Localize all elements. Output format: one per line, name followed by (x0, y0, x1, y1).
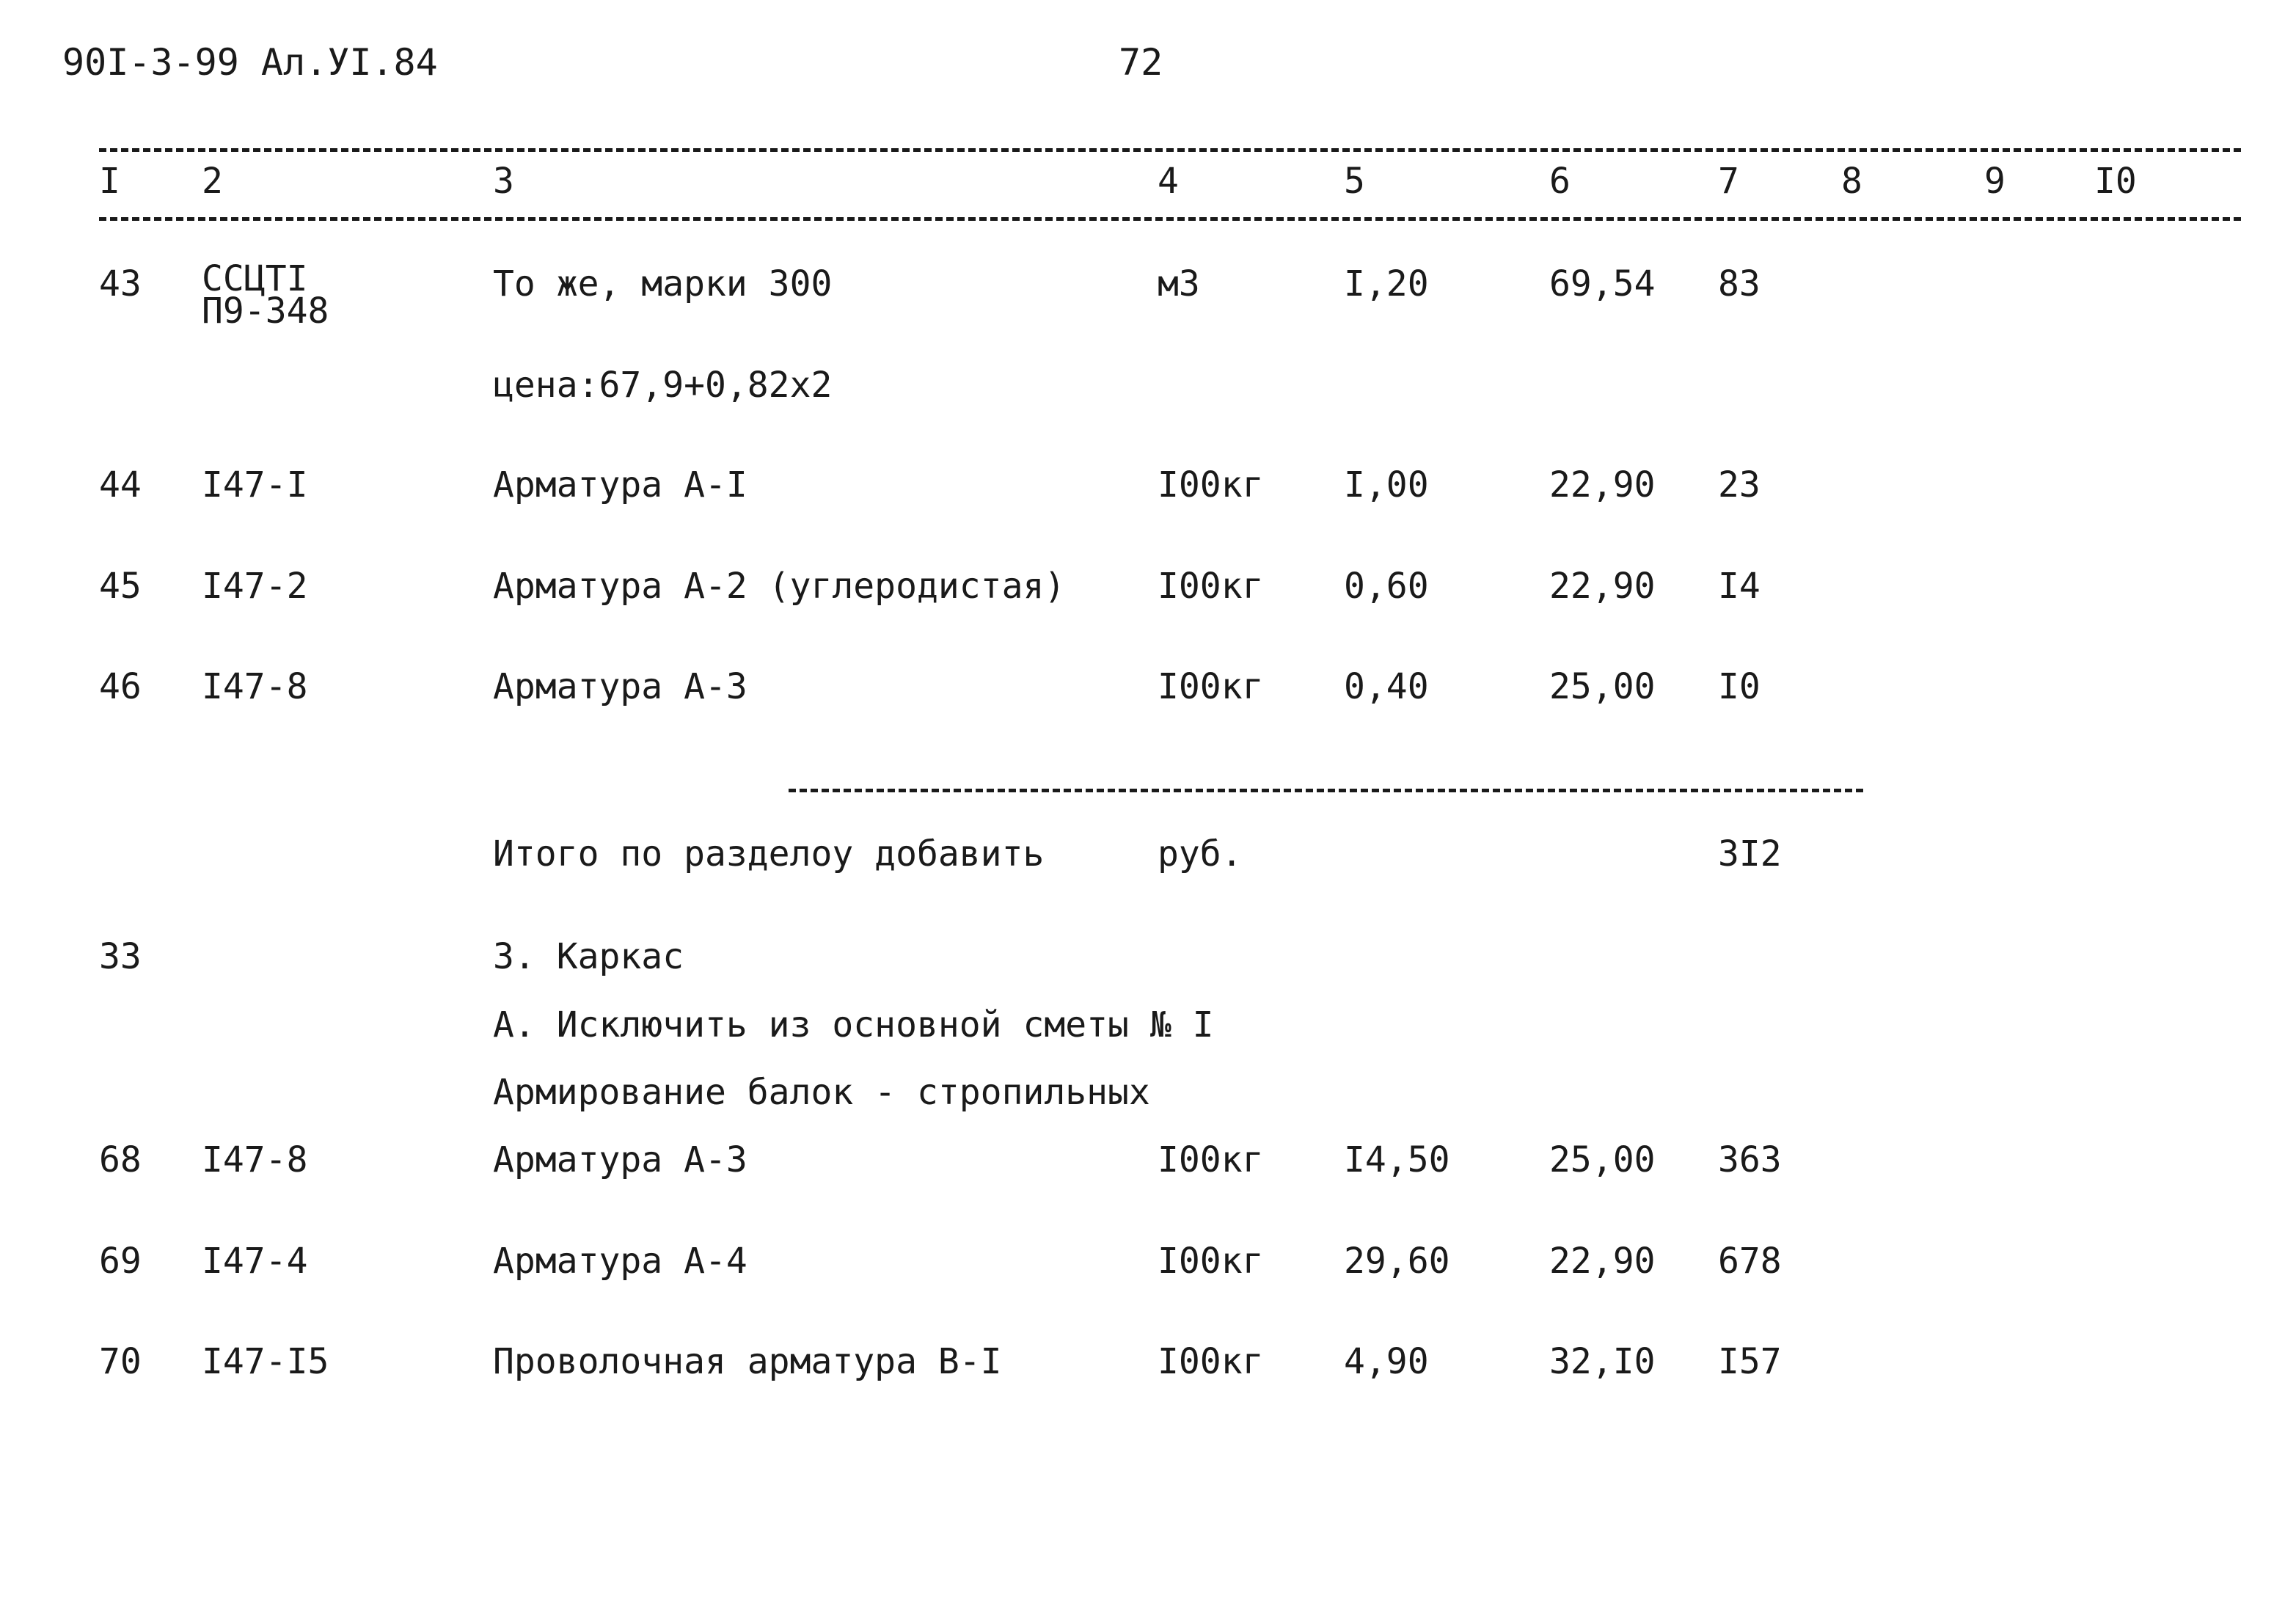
row-unit: I00кг (1158, 464, 1264, 505)
section-heading-row (0, 935, 2296, 987)
row-quantity: 0,60 (1344, 566, 1429, 607)
row-total: I4 (1718, 566, 1761, 607)
table-top-rule (99, 148, 2241, 152)
row-code: I47-8 (202, 666, 308, 707)
row-price: 32,I0 (1549, 1341, 1656, 1382)
subtotal-row (0, 833, 2296, 884)
column-header-3: 3 (493, 161, 514, 202)
row-code (202, 258, 329, 332)
column-header-5: 5 (1344, 161, 1365, 202)
header-bottom-rule (99, 217, 2241, 221)
row-quantity: I,00 (1344, 464, 1429, 505)
subsection-title: А. Исключить из основной сметы № I (493, 1004, 1214, 1045)
column-header-10: I0 (2094, 161, 2137, 202)
table-row (0, 1139, 2296, 1190)
row-name: Арматура А-I (493, 464, 747, 505)
row-unit: I00кг (1158, 666, 1264, 707)
row-total: 23 (1718, 464, 1761, 505)
row-unit: I00кг (1158, 566, 1264, 607)
table-row (0, 258, 2296, 332)
row-unit: I00кг (1158, 1341, 1264, 1382)
row-name: То же, марки 300 (493, 263, 833, 304)
row-code-line-1: ССЦТI (202, 258, 308, 299)
row-quantity: 0,40 (1344, 666, 1429, 707)
row-total: I0 (1718, 666, 1761, 707)
row-number: 69 (99, 1241, 142, 1282)
row-price: 25,00 (1549, 666, 1656, 707)
column-header-row (0, 160, 2296, 211)
row-name: Арматура А-3 (493, 1139, 747, 1180)
row-quantity: I,20 (1344, 263, 1429, 304)
column-header-4: 4 (1158, 161, 1179, 202)
row-unit: I00кг (1158, 1139, 1264, 1180)
row-number: 70 (99, 1341, 142, 1382)
row-name: Арматура А-3 (493, 666, 747, 707)
table-row (0, 1340, 2296, 1392)
subsection-title: Армирование балок - стропильных (493, 1072, 1150, 1113)
row-number: 45 (99, 566, 142, 607)
row-name: Проволочная арматура В-I (493, 1341, 1002, 1382)
row-total: 83 (1718, 263, 1761, 304)
row-price: 22,90 (1549, 566, 1656, 607)
subsection-heading-row (0, 1004, 2296, 1055)
table-row (0, 364, 2296, 415)
row-quantity: I4,50 (1344, 1139, 1450, 1180)
subtotal-rule (789, 789, 1863, 792)
row-number: 44 (99, 464, 142, 505)
row-code: I47-I5 (202, 1341, 329, 1382)
row-code: I47-2 (202, 566, 308, 607)
row-unit: м3 (1158, 263, 1200, 304)
row-code-line-2: П9-348 (202, 291, 329, 332)
page-number: 72 (1119, 41, 1163, 84)
subsection-heading-row (0, 1071, 2296, 1122)
section-title: 3. Каркас (493, 936, 684, 977)
column-header-9: 9 (1984, 161, 2006, 202)
row-price: 25,00 (1549, 1139, 1656, 1180)
row-code: I47-8 (202, 1139, 308, 1180)
row-number: 43 (99, 263, 142, 304)
row-name: Арматура А-2 (углеродистая) (493, 566, 1066, 607)
row-price: 22,90 (1549, 464, 1656, 505)
column-header-6: 6 (1549, 161, 1571, 202)
table-row (0, 665, 2296, 717)
row-quantity: 4,90 (1344, 1341, 1429, 1382)
subtotal-label: Итого по разделоу добавить (493, 833, 1045, 874)
row-number: 68 (99, 1139, 142, 1180)
row-name: цена:67,9+0,82х2 (493, 365, 833, 406)
row-total: I57 (1718, 1341, 1782, 1382)
table-row (0, 565, 2296, 616)
row-quantity: 29,60 (1344, 1241, 1450, 1282)
document-code: 90I-3-99 Ал.УI.84 (62, 41, 438, 84)
subtotal-unit: руб. (1158, 833, 1243, 874)
column-header-1: I (99, 161, 120, 202)
row-code: I47-I (202, 464, 308, 505)
table-row (0, 1240, 2296, 1291)
row-code: I47-4 (202, 1241, 308, 1282)
subtotal-total: 3I2 (1718, 833, 1782, 874)
column-header-7: 7 (1718, 161, 1739, 202)
row-number: 46 (99, 666, 142, 707)
row-number: 33 (99, 936, 142, 977)
row-name: Арматура А-4 (493, 1241, 747, 1282)
row-unit: I00кг (1158, 1241, 1264, 1282)
column-header-8: 8 (1841, 161, 1862, 202)
row-total: 678 (1718, 1241, 1782, 1282)
row-price: 22,90 (1549, 1241, 1656, 1282)
row-price: 69,54 (1549, 263, 1656, 304)
column-header-2: 2 (202, 161, 223, 202)
table-row (0, 464, 2296, 515)
row-total: 363 (1718, 1139, 1782, 1180)
